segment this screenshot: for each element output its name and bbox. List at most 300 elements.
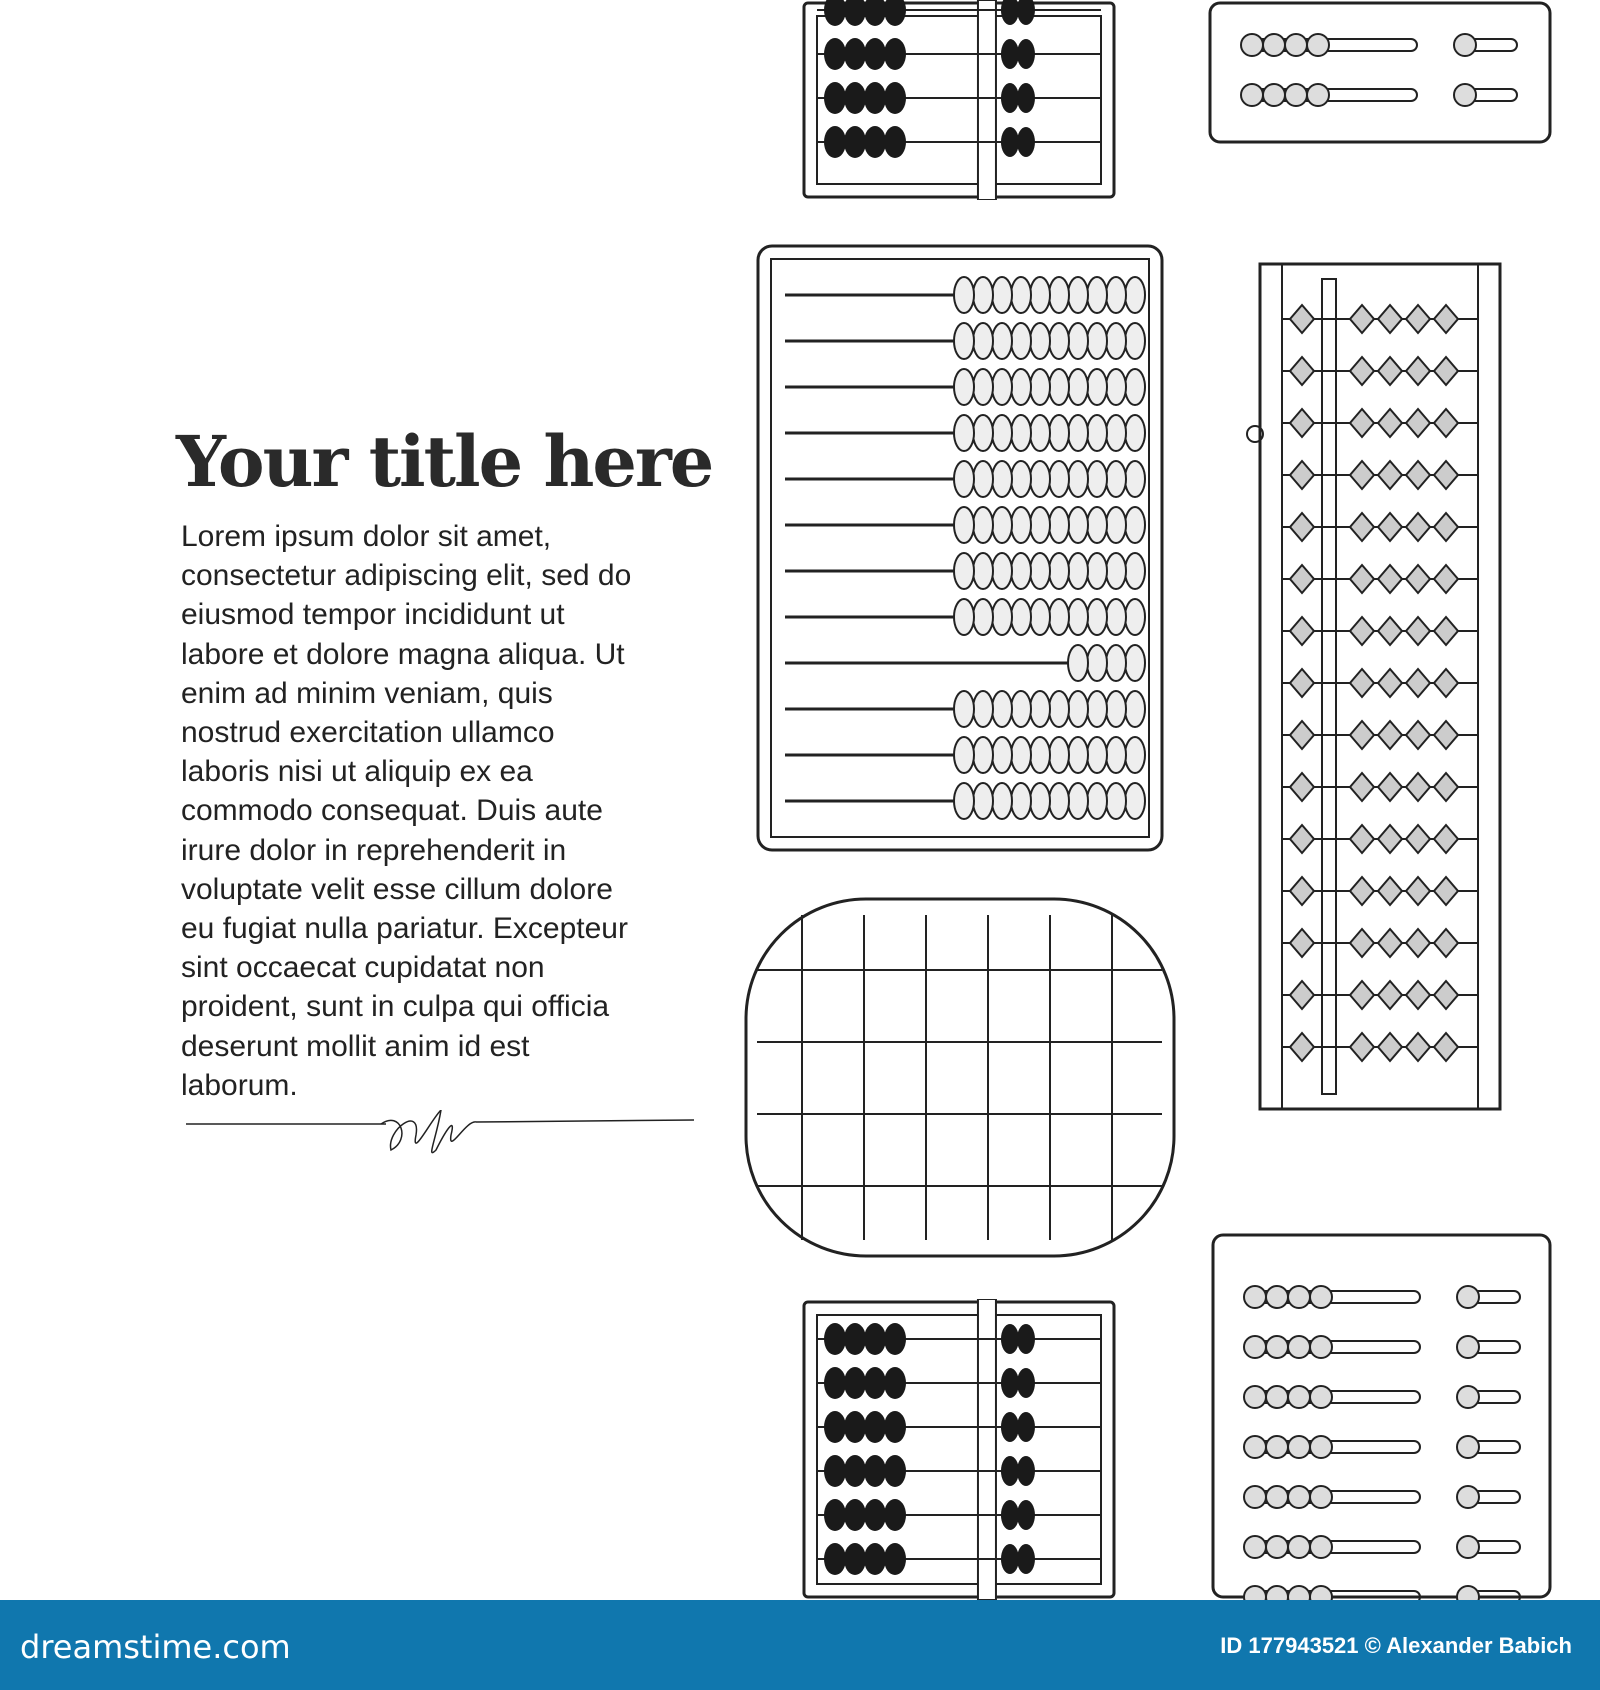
abacus-bottom-left bbox=[801, 1299, 1117, 1600]
bead bbox=[973, 507, 993, 543]
bead bbox=[1068, 691, 1088, 727]
bead bbox=[1001, 1456, 1019, 1486]
bead bbox=[1310, 1486, 1332, 1508]
bead bbox=[1087, 645, 1107, 681]
bead bbox=[1406, 565, 1430, 593]
abacus-top-left bbox=[801, 0, 1117, 200]
bead bbox=[824, 1543, 846, 1575]
bead bbox=[1030, 691, 1050, 727]
body-line: Lorem ipsum dolor sit amet, bbox=[181, 520, 552, 553]
bead bbox=[1406, 513, 1430, 541]
bead bbox=[954, 553, 974, 589]
bead bbox=[1125, 599, 1145, 635]
bead bbox=[1434, 981, 1458, 1009]
body-line: voluptate velit esse cillum dolore bbox=[181, 872, 613, 906]
bead bbox=[1406, 305, 1430, 333]
bead bbox=[884, 0, 906, 26]
bead bbox=[1266, 1286, 1288, 1308]
bead bbox=[954, 691, 974, 727]
bead bbox=[1378, 409, 1402, 437]
bead bbox=[1106, 415, 1126, 451]
body-line: laboris nisi ut aliquip ex ea bbox=[181, 755, 533, 789]
flourish-divider bbox=[186, 1110, 696, 1170]
sketch-stroke bbox=[1478, 264, 1500, 1109]
bead bbox=[1434, 929, 1458, 957]
bead bbox=[1457, 1586, 1479, 1600]
body-line: eiusmod tempor incididunt ut bbox=[181, 598, 565, 632]
bead bbox=[1011, 737, 1031, 773]
sketch-stroke bbox=[817, 1315, 1101, 1584]
bead bbox=[844, 1455, 866, 1487]
bead bbox=[884, 1367, 906, 1399]
bead bbox=[1017, 1500, 1035, 1530]
bead bbox=[1290, 981, 1314, 1009]
bead bbox=[973, 323, 993, 359]
bead bbox=[1106, 553, 1126, 589]
bead bbox=[973, 277, 993, 313]
bead bbox=[1241, 34, 1263, 56]
image-credit: ID 177943521 © Alexander Babich bbox=[1220, 1633, 1572, 1658]
body-text bbox=[181, 517, 631, 1105]
body-line: enim ad minim veniam, quis bbox=[181, 676, 553, 710]
body-line: consectetur adipiscing elit, sed do bbox=[181, 559, 632, 593]
bead bbox=[1125, 461, 1145, 497]
bead bbox=[1106, 737, 1126, 773]
dreamstime-logo[interactable]: dreamstime.com bbox=[20, 1628, 291, 1666]
bead bbox=[864, 1455, 886, 1487]
body-line: laborum. bbox=[181, 1068, 298, 1102]
bead bbox=[1049, 783, 1069, 819]
bead bbox=[1017, 1412, 1035, 1442]
bead bbox=[1017, 0, 1035, 25]
bead bbox=[954, 415, 974, 451]
bead bbox=[1030, 415, 1050, 451]
bead bbox=[1011, 599, 1031, 635]
bead bbox=[844, 1323, 866, 1355]
soroban-vertical bbox=[1245, 259, 1517, 1117]
bead bbox=[954, 277, 974, 313]
bead bbox=[1434, 305, 1458, 333]
bead bbox=[844, 1543, 866, 1575]
bead bbox=[864, 1367, 886, 1399]
bead bbox=[824, 1455, 846, 1487]
body-line: sint occaecat cupidatat non bbox=[181, 951, 545, 985]
bead bbox=[844, 38, 866, 70]
bead bbox=[1106, 783, 1126, 819]
bead bbox=[884, 1323, 906, 1355]
bead bbox=[844, 126, 866, 158]
bead bbox=[1285, 84, 1307, 106]
bead bbox=[1125, 645, 1145, 681]
bead bbox=[1011, 461, 1031, 497]
body-line: eu fugiat nulla pariatur. Excepteur bbox=[181, 912, 628, 946]
bead bbox=[1288, 1486, 1310, 1508]
bead bbox=[1378, 825, 1402, 853]
bead bbox=[1001, 1368, 1019, 1398]
body-line: nostrud exercitation ullamco bbox=[181, 716, 555, 750]
bead bbox=[1457, 1336, 1479, 1358]
bead bbox=[1290, 409, 1314, 437]
bead bbox=[844, 0, 866, 26]
bead bbox=[973, 415, 993, 451]
bead bbox=[1017, 127, 1035, 157]
bead bbox=[954, 461, 974, 497]
bead bbox=[824, 1367, 846, 1399]
bead bbox=[992, 691, 1012, 727]
bead bbox=[1001, 1412, 1019, 1442]
body-line: irure dolor in reprehenderit in bbox=[181, 833, 567, 867]
bead bbox=[1017, 39, 1035, 69]
bead bbox=[1310, 1386, 1332, 1408]
bead bbox=[954, 507, 974, 543]
bead bbox=[1290, 513, 1314, 541]
bead bbox=[884, 82, 906, 114]
bead bbox=[884, 1455, 906, 1487]
bead bbox=[1049, 691, 1069, 727]
bead bbox=[1378, 721, 1402, 749]
bead bbox=[973, 369, 993, 405]
bead bbox=[1290, 1033, 1314, 1061]
bead bbox=[1406, 357, 1430, 385]
bead bbox=[1310, 1286, 1332, 1308]
bead bbox=[1001, 1324, 1019, 1354]
bead bbox=[1125, 323, 1145, 359]
bead bbox=[1434, 669, 1458, 697]
bead bbox=[992, 737, 1012, 773]
bead bbox=[1087, 369, 1107, 405]
bead bbox=[1049, 277, 1069, 313]
bead bbox=[1350, 721, 1374, 749]
bead bbox=[1087, 507, 1107, 543]
bead bbox=[844, 1411, 866, 1443]
bead bbox=[1106, 599, 1126, 635]
bead bbox=[844, 1367, 866, 1399]
bead bbox=[1288, 1336, 1310, 1358]
bead bbox=[1001, 0, 1019, 25]
bead bbox=[1017, 83, 1035, 113]
bead bbox=[1406, 617, 1430, 645]
bead bbox=[1087, 599, 1107, 635]
bead bbox=[824, 38, 846, 70]
bead bbox=[1030, 553, 1050, 589]
bead bbox=[1378, 305, 1402, 333]
bead bbox=[973, 553, 993, 589]
bead bbox=[1244, 1586, 1266, 1600]
bead bbox=[1378, 929, 1402, 957]
bead bbox=[1049, 323, 1069, 359]
bead bbox=[1310, 1336, 1332, 1358]
bead bbox=[992, 507, 1012, 543]
bead bbox=[1290, 877, 1314, 905]
bead bbox=[884, 126, 906, 158]
bead bbox=[1307, 84, 1329, 106]
bead bbox=[954, 737, 974, 773]
bead bbox=[1030, 507, 1050, 543]
bead bbox=[1350, 409, 1374, 437]
bead bbox=[1310, 1536, 1332, 1558]
bead bbox=[824, 0, 846, 26]
bead bbox=[1068, 323, 1088, 359]
bead bbox=[1457, 1436, 1479, 1458]
bead bbox=[1106, 645, 1126, 681]
bead bbox=[1350, 825, 1374, 853]
bead bbox=[1378, 513, 1402, 541]
bead bbox=[1241, 84, 1263, 106]
bead bbox=[1087, 461, 1107, 497]
bead bbox=[1350, 877, 1374, 905]
bead bbox=[1290, 357, 1314, 385]
bead bbox=[1350, 461, 1374, 489]
bead bbox=[992, 461, 1012, 497]
body-line: commodo consequat. Duis aute bbox=[181, 794, 603, 828]
bead bbox=[1434, 773, 1458, 801]
bead bbox=[992, 553, 1012, 589]
bead bbox=[1106, 691, 1126, 727]
bead bbox=[824, 82, 846, 114]
bead bbox=[1266, 1436, 1288, 1458]
bead bbox=[1434, 877, 1458, 905]
bead bbox=[1266, 1486, 1288, 1508]
bead bbox=[1001, 1544, 1019, 1574]
bead bbox=[1011, 691, 1031, 727]
bead bbox=[1244, 1486, 1266, 1508]
bead bbox=[954, 783, 974, 819]
bead bbox=[1288, 1436, 1310, 1458]
bead bbox=[1049, 415, 1069, 451]
bead bbox=[1434, 565, 1458, 593]
bead bbox=[1125, 415, 1145, 451]
bead bbox=[1001, 39, 1019, 69]
bead bbox=[1068, 737, 1088, 773]
bead bbox=[1350, 669, 1374, 697]
bead bbox=[1310, 1586, 1332, 1600]
body-line: deserunt mollit anim id est bbox=[181, 1029, 530, 1063]
bead bbox=[1457, 1286, 1479, 1308]
bead bbox=[1266, 1336, 1288, 1358]
bead bbox=[1290, 721, 1314, 749]
bead bbox=[1378, 565, 1402, 593]
bead bbox=[1244, 1336, 1266, 1358]
bead bbox=[1011, 783, 1031, 819]
bead bbox=[1125, 553, 1145, 589]
bead bbox=[1030, 783, 1050, 819]
bead bbox=[1087, 691, 1107, 727]
bead bbox=[1350, 773, 1374, 801]
bead bbox=[1266, 1586, 1288, 1600]
bead bbox=[1263, 34, 1285, 56]
bead bbox=[1457, 1536, 1479, 1558]
bead bbox=[1068, 415, 1088, 451]
bead bbox=[1030, 461, 1050, 497]
bead bbox=[1350, 981, 1374, 1009]
bead bbox=[1049, 369, 1069, 405]
bead bbox=[1017, 1368, 1035, 1398]
sketch-stroke bbox=[978, 1299, 996, 1600]
bead bbox=[1125, 369, 1145, 405]
bead bbox=[1350, 929, 1374, 957]
bead bbox=[1434, 409, 1458, 437]
bead bbox=[1288, 1536, 1310, 1558]
bead bbox=[1001, 127, 1019, 157]
bead bbox=[1049, 461, 1069, 497]
abacus-large bbox=[755, 243, 1165, 853]
bead bbox=[884, 1499, 906, 1531]
bead bbox=[1454, 84, 1476, 106]
bead bbox=[1011, 507, 1031, 543]
bead bbox=[1266, 1386, 1288, 1408]
bead bbox=[1454, 34, 1476, 56]
sketch-stroke bbox=[746, 899, 1174, 1256]
bead bbox=[1406, 773, 1430, 801]
bead bbox=[1434, 357, 1458, 385]
bead bbox=[1290, 773, 1314, 801]
bead bbox=[992, 599, 1012, 635]
bead bbox=[1068, 599, 1088, 635]
bead bbox=[954, 369, 974, 405]
bead bbox=[1434, 825, 1458, 853]
bead bbox=[1030, 599, 1050, 635]
sketch-stroke bbox=[1260, 264, 1282, 1109]
bead bbox=[1406, 721, 1430, 749]
footer-bar bbox=[0, 1600, 1600, 1690]
bead bbox=[1406, 1033, 1430, 1061]
bead bbox=[884, 1543, 906, 1575]
bead bbox=[1125, 691, 1145, 727]
bead bbox=[1434, 721, 1458, 749]
bead bbox=[1011, 553, 1031, 589]
bead bbox=[884, 1411, 906, 1443]
bead bbox=[1087, 415, 1107, 451]
bead bbox=[1406, 981, 1430, 1009]
bead bbox=[1068, 645, 1088, 681]
bead bbox=[1049, 737, 1069, 773]
bead bbox=[992, 323, 1012, 359]
bead bbox=[1244, 1386, 1266, 1408]
bead bbox=[844, 1499, 866, 1531]
bead bbox=[1457, 1386, 1479, 1408]
bead bbox=[1068, 461, 1088, 497]
sketch-stroke bbox=[1210, 3, 1550, 142]
page-title: Your title here bbox=[176, 420, 713, 503]
bead bbox=[1106, 323, 1126, 359]
bead bbox=[1030, 277, 1050, 313]
bead bbox=[1434, 617, 1458, 645]
bead bbox=[1406, 409, 1430, 437]
bead bbox=[1406, 825, 1430, 853]
bead bbox=[1310, 1436, 1332, 1458]
bead bbox=[1068, 369, 1088, 405]
bead bbox=[1106, 461, 1126, 497]
bead bbox=[1434, 513, 1458, 541]
bead bbox=[1125, 277, 1145, 313]
bead bbox=[1030, 369, 1050, 405]
bead bbox=[992, 415, 1012, 451]
bead bbox=[1017, 1324, 1035, 1354]
bead bbox=[1263, 84, 1285, 106]
bead bbox=[864, 0, 886, 26]
bead bbox=[1068, 553, 1088, 589]
bead bbox=[1434, 461, 1458, 489]
bead bbox=[824, 1411, 846, 1443]
bead bbox=[1285, 34, 1307, 56]
bead bbox=[1406, 461, 1430, 489]
bead bbox=[844, 82, 866, 114]
bead bbox=[1049, 553, 1069, 589]
bead bbox=[1068, 507, 1088, 543]
bead bbox=[1049, 599, 1069, 635]
bead bbox=[1266, 1536, 1288, 1558]
bead bbox=[1378, 357, 1402, 385]
bead bbox=[1087, 277, 1107, 313]
bead bbox=[1406, 929, 1430, 957]
bead bbox=[1106, 369, 1126, 405]
bead bbox=[973, 783, 993, 819]
bead bbox=[864, 1499, 886, 1531]
bead bbox=[1087, 323, 1107, 359]
bead bbox=[1011, 415, 1031, 451]
bead bbox=[864, 38, 886, 70]
bead bbox=[1290, 565, 1314, 593]
bead bbox=[1017, 1544, 1035, 1574]
bead bbox=[1049, 507, 1069, 543]
bead bbox=[1244, 1436, 1266, 1458]
bead bbox=[1457, 1486, 1479, 1508]
body-line: proident, sunt in culpa qui officia bbox=[181, 990, 610, 1024]
bead bbox=[1106, 277, 1126, 313]
bead bbox=[1288, 1386, 1310, 1408]
bead bbox=[1350, 357, 1374, 385]
bead bbox=[824, 1323, 846, 1355]
bead bbox=[1378, 461, 1402, 489]
bead bbox=[1378, 1033, 1402, 1061]
bead bbox=[973, 691, 993, 727]
bead bbox=[1378, 981, 1402, 1009]
bead bbox=[824, 1499, 846, 1531]
bead bbox=[1125, 737, 1145, 773]
bead bbox=[1001, 83, 1019, 113]
bead bbox=[1087, 553, 1107, 589]
bead bbox=[1290, 461, 1314, 489]
bead bbox=[1106, 507, 1126, 543]
bead bbox=[864, 82, 886, 114]
bead bbox=[1068, 783, 1088, 819]
bead bbox=[1030, 737, 1050, 773]
bead bbox=[1406, 877, 1430, 905]
abacus-bottom-right bbox=[1210, 1232, 1553, 1600]
bead bbox=[1068, 277, 1088, 313]
bead bbox=[1011, 369, 1031, 405]
bead bbox=[1011, 277, 1031, 313]
bead bbox=[1244, 1536, 1266, 1558]
bead bbox=[864, 1543, 886, 1575]
bead bbox=[1125, 507, 1145, 543]
abacus-top-right bbox=[1207, 0, 1553, 145]
bead bbox=[824, 126, 846, 158]
bead bbox=[1290, 305, 1314, 333]
bead bbox=[1378, 617, 1402, 645]
bead bbox=[864, 1323, 886, 1355]
bead bbox=[1378, 877, 1402, 905]
bead bbox=[1125, 783, 1145, 819]
bead bbox=[973, 461, 993, 497]
bead bbox=[1350, 617, 1374, 645]
bead bbox=[1378, 773, 1402, 801]
bead bbox=[1017, 1456, 1035, 1486]
bead bbox=[1350, 305, 1374, 333]
body-line: labore et dolore magna aliqua. Ut bbox=[181, 637, 625, 671]
bead bbox=[992, 277, 1012, 313]
sketch-stroke bbox=[1322, 279, 1336, 1094]
